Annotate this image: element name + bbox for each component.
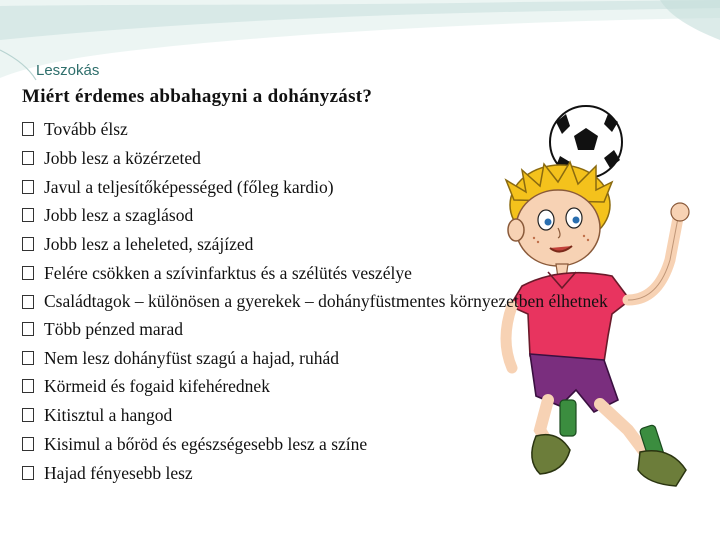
list-item — [22, 288, 697, 315]
checkbox-bullet-icon — [22, 122, 34, 136]
checkbox-bullet-icon — [22, 408, 34, 422]
reasons-list — [22, 115, 697, 488]
list-item — [22, 259, 697, 288]
list-item-text: Jobb lesz a közérzeted — [44, 147, 201, 168]
list-item — [22, 401, 697, 430]
list-item — [22, 372, 697, 401]
checkbox-bullet-icon — [22, 151, 34, 165]
checkbox-bullet-icon — [22, 295, 34, 309]
list-item — [22, 173, 697, 202]
checkbox-bullet-icon — [22, 466, 34, 480]
list-item — [22, 315, 697, 344]
list-item — [22, 230, 697, 259]
list-item-text: Felére csökken a szívinfarktus és a szélütés veszélye — [44, 262, 412, 283]
checkbox-bullet-icon — [22, 237, 34, 251]
checkbox-bullet-icon — [22, 266, 34, 280]
list-item-text: Javul a teljesítőképességed (főleg kardio) — [44, 176, 334, 197]
checkbox-bullet-icon — [22, 180, 34, 194]
list-item — [22, 344, 697, 373]
list-item — [22, 459, 697, 488]
checkbox-bullet-icon — [22, 208, 34, 222]
list-item-text: Tovább élsz — [44, 119, 128, 139]
slide-subtitle: Leszokás — [36, 62, 100, 79]
list-item-text: Nem lesz dohányfüst szagú a hajad, ruhád — [44, 347, 339, 368]
list-item-text: Körmeid és fogaid kifehérednek — [44, 376, 270, 397]
checkbox-bullet-icon — [22, 322, 34, 336]
list-item — [22, 144, 697, 173]
list-item-text: Jobb lesz a szaglásod — [44, 205, 194, 226]
list-item-text: Hajad fényesebb lesz — [44, 462, 193, 483]
list-item-text: Családtagok – különösen a gyerekek – dohányfüstmentes környezetben élhetnek — [44, 290, 608, 311]
list-item-text: Jobb lesz a leheleted, szájízed — [44, 234, 254, 255]
list-item-text: Kisimul a bőröd és egészségesebb lesz a színe — [44, 433, 368, 454]
corner-decoration — [0, 0, 720, 100]
list-item-text: Kitisztul a hangod — [44, 405, 173, 426]
list-item — [22, 430, 697, 459]
checkbox-bullet-icon — [22, 379, 34, 393]
checkbox-bullet-icon — [22, 351, 34, 365]
checkbox-bullet-icon — [22, 437, 34, 451]
list-item-text: Több pénzed marad — [44, 318, 183, 339]
list-item — [22, 201, 697, 230]
list-item — [22, 115, 697, 144]
slide-title: Miért érdemes abbahagyni a dohányzást? — [22, 86, 373, 107]
